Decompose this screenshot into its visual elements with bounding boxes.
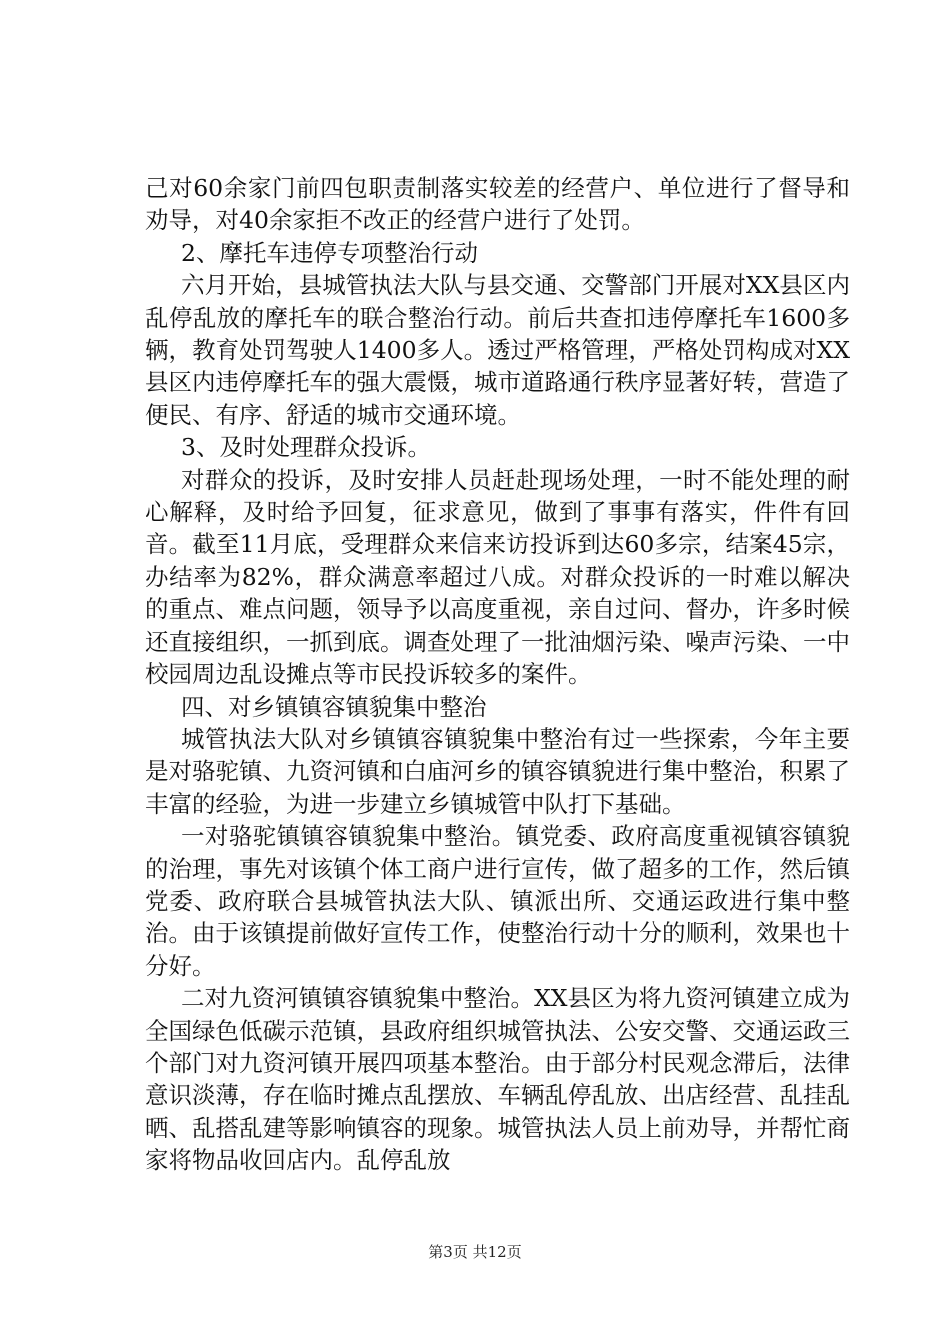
paragraph-continuation: 己对60余家门前四包职责制落实较差的经营户、单位进行了督导和劝导，对40余家拒不改正的经营户进行了处罚。 (145, 174, 850, 235)
page-number-footer: 第3页 共12页 (428, 1243, 522, 1261)
section-heading-motorcycle: 2、摩托车违停专项整治行动 (181, 238, 478, 267)
paragraph-luotuo: 一对骆驼镇镇容镇貌集中整治。镇党委、政府高度重视镇容镇貌的治理，事先对该镇个体工商户进行宣传，做了超多的工作，然后镇党委、政府联合县城管执法大队、镇派出所、交通运政进行集中整治。由于该镇提前做好宣传工作，使整治行动十分的顺利，效果也十分好。 (145, 822, 850, 980)
paragraph-township: 城管执法大队对乡镇镇容镇貌集中整治有过一些探索，今年主要是对骆驼镇、九资河镇和白庙河乡的镇容镇貌进行集中整治，积累了丰富的经验，为进一步建立乡镇城管中队打下基础。 (145, 724, 850, 818)
document-body (145, 172, 850, 1177)
paragraph-jiuzihe: 二对九资河镇镇容镇貌集中整治。XX县区为将九资河镇建立成为全国绿色低碳示范镇，县政府组织城管执法、公安交警、交通运政三个部门对九资河镇开展四项基本整治。由于部分村民观念滞后，法律意识淡薄，存在临时摊点乱摆放、车辆乱停乱放、出店经营、乱挂乱晒、乱搭乱建等影响镇容的现象。城管执法人员上前劝导，并帮忙商家将物品收回店内。乱停乱放 (145, 984, 850, 1175)
section-heading-township: 四、对乡镇镇容镇貌集中整治 (181, 692, 487, 721)
paragraph-complaints: 对群众的投诉，及时安排人员赶赴现场处理，一时不能处理的耐心解释，及时给予回复，征求意见，做到了事事有落实，件件有回音。截至11月底，受理群众来信来访投诉到达60多宗，结案45宗，办结率为82%，群众满意率超过八成。对群众投诉的一时难以解决的重点、难点问题，领导予以高度重视，亲自过问、督办，许多时候还直接组织，一抓到底。调查处理了一批油烟污染、噪声污染、一中校园周边乱设摊点等市民投诉较多的案件。 (145, 465, 850, 689)
paragraph-motorcycle: 六月开始，县城管执法大队与县交通、交警部门开展对XX县区内乱停乱放的摩托车的联合整治行动。前后共查扣违停摩托车1600多辆，教育处罚驾驶人1400多人。透过严格管理，严格处罚构成对XX县区内违停摩托车的强大震慑，城市道路通行秩序显著好转，营造了便民、有序、舒适的城市交通环境。 (145, 271, 850, 429)
section-heading-complaints: 3、及时处理群众投诉。 (181, 433, 431, 462)
